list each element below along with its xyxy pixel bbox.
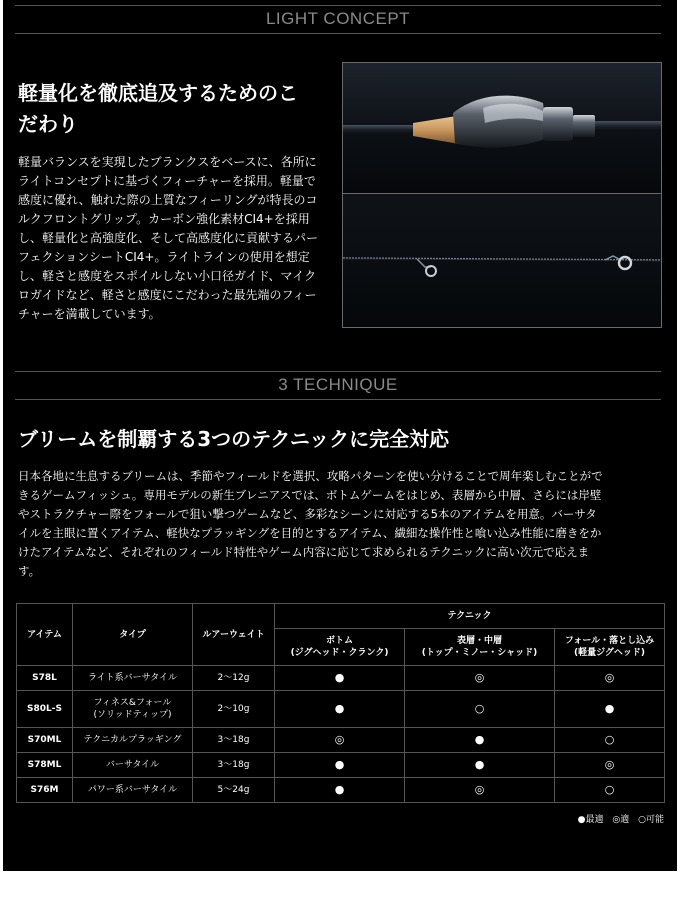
header-tech-surface: 表層・中層 (トップ・ミノー・シャッド) — [405, 629, 555, 666]
header-tech-bottom: ボトム (ジグヘッド・クランク) — [275, 629, 405, 666]
body-line: イルを主眼に置くアイテム、軽快なプラッギングを目的とするアイテム、繊細な操作性と喰い込み性能に磨きをか — [18, 526, 602, 540]
technique-divider — [15, 399, 661, 400]
light-concept-divider — [15, 33, 661, 34]
body-line: ロガイドなど、軽さと感度にこだわった最先端のフィー — [18, 288, 317, 302]
body-line: けたアイテムなど、それぞれのフィールド特性やゲーム内容に応じて求められるテクニックに高い次元で応えま — [18, 545, 590, 559]
light-concept-body — [18, 153, 340, 324]
section-title-light-concept: LIGHT CONCEPT — [265, 9, 411, 28]
table-row: S70ML テクニカルプラッギング 3〜18g ◎ ● ○ — [17, 728, 665, 753]
header-item: アイテム — [17, 604, 73, 666]
header-tech-fall: フォール・落とし込み (軽量ジグヘッド) — [555, 629, 665, 666]
body-line: し、軽量化と高強度化、そして高感度化に貢献するパー — [18, 231, 319, 245]
body-line: 軽量バランスを実現したブランクスをベースに、各所に — [18, 155, 317, 169]
body-line: し、軽さと感度をスポイルしない小口径ガイド、マイク — [18, 269, 317, 283]
body-line: 日本各地に生息するブリームは、季節やフィールドを選択、攻略パターンを使い分けることで周年楽しむことがで — [18, 469, 603, 483]
legend-suitable: ◎適 — [612, 815, 630, 825]
technique-body — [18, 467, 664, 581]
body-line: 感度に優れ、触れた際の上質なフィーリングが特長のコ — [18, 193, 318, 207]
body-line: チャーを満載しています。 — [18, 307, 161, 321]
body-line: やストラクチャー際をフォールで狙い撃つゲームなど、多彩なシーンに対応する5本のアイテムを用意。バーサタ — [18, 507, 597, 521]
heading-line: だわり — [18, 112, 78, 136]
legend-best: ●最適 — [577, 815, 604, 825]
top-divider — [15, 5, 661, 6]
rod-grip-photo — [343, 63, 661, 193]
table-row: S78L ライト系バーサタイル 2〜12g ● ◎ ◎ — [17, 666, 665, 691]
rod-guide-photo — [343, 194, 661, 327]
table-row: S80L-S フィネス&フォール (ソリッドティップ) 2〜10g ● ○ ● — [17, 691, 665, 728]
rod-grip-illustration — [343, 63, 661, 193]
body-line: きるゲームフィッシュ。専用モデルの新生ブレニアスでは、ボトムゲームをはじめ、表層から中層、さらには岸壁 — [18, 488, 602, 502]
section-title-technique: 3 TECHNIQUE — [278, 375, 398, 394]
light-concept-heading — [18, 78, 298, 140]
body-line: フェクションシートCI4+。ライトラインの使用を想定 — [18, 250, 310, 264]
header-technique: テクニック — [275, 604, 665, 629]
legend-possible: ○可能 — [638, 815, 664, 825]
header-lure-weight: ルアーウェイト — [193, 604, 275, 666]
spec-table — [16, 603, 665, 803]
table-row: S76M パワー系バーサタイル 5〜24g ● ◎ ○ — [17, 778, 665, 803]
table-row: S78ML バーサタイル 3〜18g ● ● ◎ — [17, 753, 665, 778]
body-line: ライトコンセプトに基づくフィーチャーを採用。軽量で — [18, 174, 316, 188]
rod-guide-illustration — [343, 194, 661, 327]
symbol-legend — [572, 812, 664, 825]
rod-photo-panel — [342, 62, 662, 328]
heading-line: 軽量化を徹底追及するためのこ — [18, 81, 298, 105]
body-line: す。 — [18, 564, 41, 578]
body-line: ルクフロントグリップ。カーボン強化素材CI4+を採用 — [18, 212, 310, 226]
technique-heading: ブリームを制覇する3つのテクニックに完全対応 — [18, 427, 450, 451]
technique-top-divider — [15, 371, 661, 372]
header-type: タイプ — [73, 604, 193, 666]
